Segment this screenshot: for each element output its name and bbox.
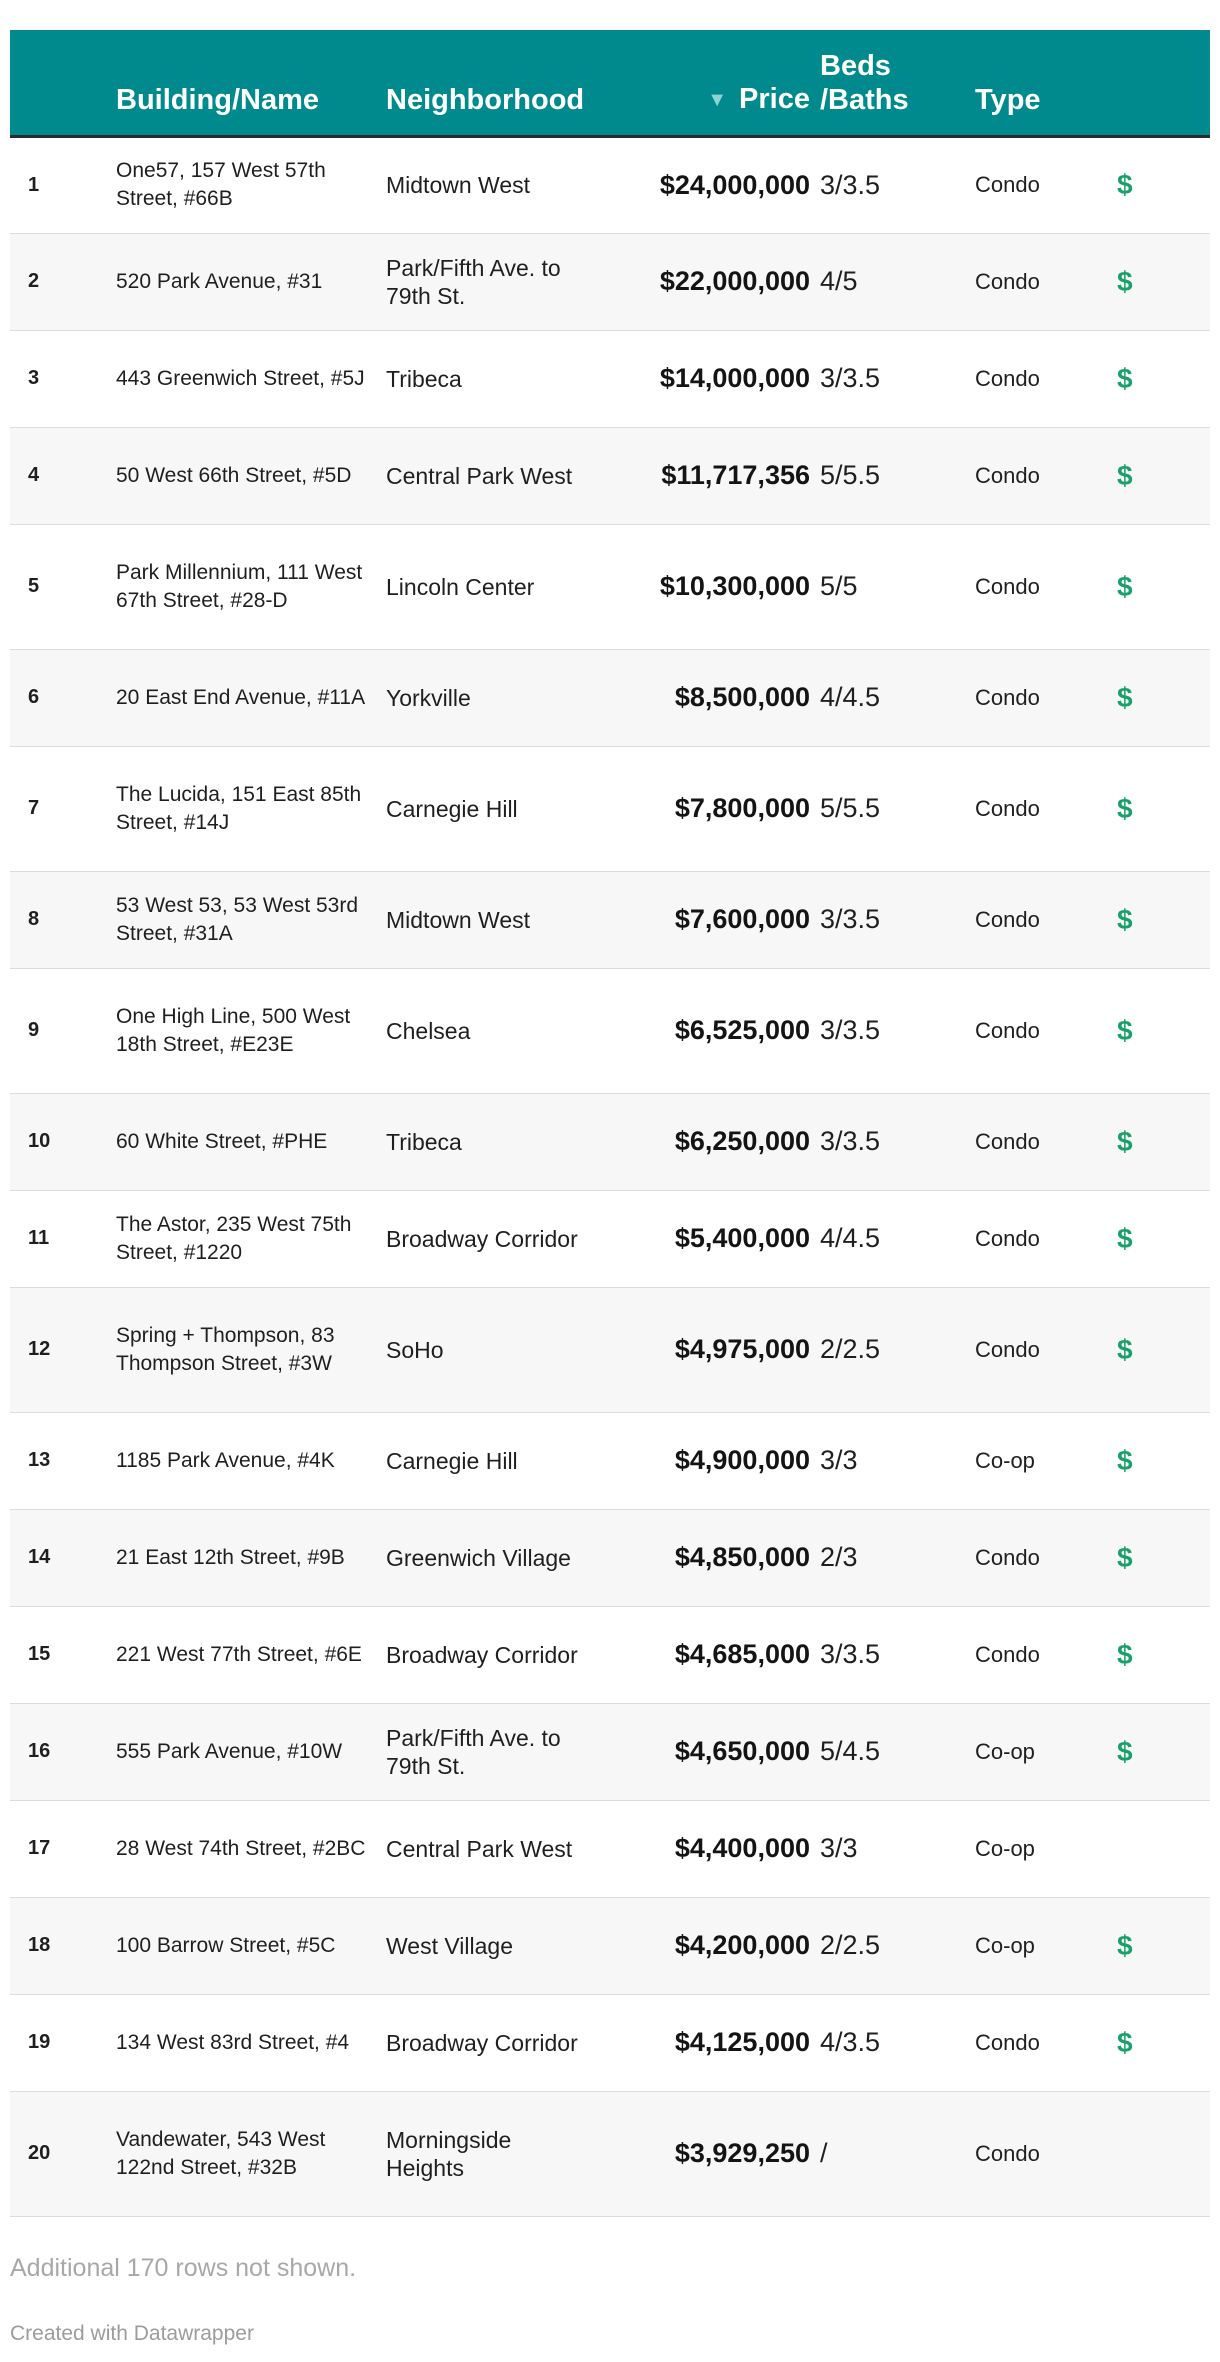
cell-neighborhood: Broadway Corridor [386, 1606, 606, 1703]
cell-type: Condo [975, 871, 1105, 968]
table-row [10, 2091, 1210, 2216]
table-row [10, 1606, 1210, 1703]
cell-rank: 1 [10, 136, 116, 233]
cell-extra: $ [1105, 233, 1210, 330]
cell-building-name: 21 East 12th Street, #9B [116, 1509, 386, 1606]
table-row [10, 136, 1210, 233]
table-row [10, 1093, 1210, 1190]
cell-rank: 8 [10, 871, 116, 968]
cell-building-name: 50 West 66th Street, #5D [116, 427, 386, 524]
cell-beds-baths: 5/4.5 [820, 1703, 975, 1800]
cell-rank: 7 [10, 746, 116, 871]
cell-rank: 20 [10, 2091, 116, 2216]
cell-building-name: The Lucida, 151 East 85th Street, #14J [116, 746, 386, 871]
cell-extra: $ [1105, 1897, 1210, 1994]
cell-neighborhood: Tribeca [386, 1093, 606, 1190]
cell-extra: $ [1105, 1606, 1210, 1703]
cell-building-name: 60 White Street, #PHE [116, 1093, 386, 1190]
table-row [10, 427, 1210, 524]
cell-extra: $ [1105, 524, 1210, 649]
cell-type: Co-op [975, 1897, 1105, 1994]
cell-building-name: 20 East End Avenue, #11A [116, 649, 386, 746]
cell-beds-baths: 3/3.5 [820, 330, 975, 427]
cell-beds-baths: 4/5 [820, 233, 975, 330]
cell-extra: $ [1105, 1703, 1210, 1800]
cell-type: Condo [975, 233, 1105, 330]
cell-rank: 11 [10, 1190, 116, 1287]
cell-beds-baths: 2/3 [820, 1509, 975, 1606]
cell-price: $6,250,000 [606, 1093, 820, 1190]
table-row [10, 1800, 1210, 1897]
table-row [10, 330, 1210, 427]
cell-building-name: The Astor, 235 West 75th Street, #1220 [116, 1190, 386, 1287]
cell-neighborhood: Greenwich Village [386, 1509, 606, 1606]
cell-building-name: 28 West 74th Street, #2BC [116, 1800, 386, 1897]
cell-beds-baths: 5/5.5 [820, 746, 975, 871]
cell-building-name: 134 West 83rd Street, #4 [116, 1994, 386, 2091]
table-row [10, 1994, 1210, 2091]
cell-extra: $ [1105, 330, 1210, 427]
cell-price: $4,125,000 [606, 1994, 820, 2091]
cell-neighborhood: Tribeca [386, 330, 606, 427]
cell-building-name: One High Line, 500 West 18th Street, #E23E [116, 968, 386, 1093]
cell-type: Condo [975, 1190, 1105, 1287]
cell-type: Condo [975, 2091, 1105, 2216]
cell-neighborhood: Carnegie Hill [386, 746, 606, 871]
cell-rank: 16 [10, 1703, 116, 1800]
cell-neighborhood: Carnegie Hill [386, 1412, 606, 1509]
cell-building-name: Spring + Thompson, 83 Thompson Street, #3W [116, 1287, 386, 1412]
cell-type: Co-op [975, 1412, 1105, 1509]
cell-beds-baths: 5/5 [820, 524, 975, 649]
cell-price: $24,000,000 [606, 136, 820, 233]
cell-extra: $ [1105, 1190, 1210, 1287]
cell-rank: 14 [10, 1509, 116, 1606]
cell-extra: $ [1105, 427, 1210, 524]
cell-extra: $ [1105, 968, 1210, 1093]
rows-not-shown-note: Additional 170 rows not shown. [10, 2254, 357, 2282]
cell-rank: 6 [10, 649, 116, 746]
column-header-beds-baths[interactable]: Beds /Baths [820, 30, 975, 136]
table-row [10, 524, 1210, 649]
cell-beds-baths: 2/2.5 [820, 1287, 975, 1412]
cell-price: $4,400,000 [606, 1800, 820, 1897]
cell-price: $4,975,000 [606, 1287, 820, 1412]
column-header-neighborhood[interactable]: Neighborhood [386, 30, 606, 136]
cell-extra [1105, 2091, 1210, 2216]
cell-beds-baths: / [820, 2091, 975, 2216]
cell-rank: 9 [10, 968, 116, 1093]
cell-neighborhood: Lincoln Center [386, 524, 606, 649]
cell-neighborhood: SoHo [386, 1287, 606, 1412]
table-header [10, 30, 1210, 136]
table-row [10, 233, 1210, 330]
cell-neighborhood: Park/Fifth Ave. to 79th St. [386, 233, 606, 330]
cell-neighborhood: Broadway Corridor [386, 1994, 606, 2091]
cell-beds-baths: 3/3 [820, 1412, 975, 1509]
cell-extra: $ [1105, 871, 1210, 968]
cell-beds-baths: 3/3.5 [820, 1093, 975, 1190]
cell-type: Condo [975, 1606, 1105, 1703]
cell-building-name: 53 West 53, 53 West 53rd Street, #31A [116, 871, 386, 968]
cell-building-name: 443 Greenwich Street, #5J [116, 330, 386, 427]
cell-type: Condo [975, 649, 1105, 746]
cell-price: $11,717,356 [606, 427, 820, 524]
table-row [10, 1412, 1210, 1509]
sales-table [10, 30, 1210, 2217]
cell-type: Co-op [975, 1703, 1105, 1800]
table-row [10, 1190, 1210, 1287]
cell-rank: 3 [10, 330, 116, 427]
table-row [10, 1509, 1210, 1606]
table-row [10, 871, 1210, 968]
cell-extra: $ [1105, 1412, 1210, 1509]
cell-neighborhood: Yorkville [386, 649, 606, 746]
cell-type: Condo [975, 1509, 1105, 1606]
cell-rank: 13 [10, 1412, 116, 1509]
cell-extra: $ [1105, 746, 1210, 871]
cell-price: $4,650,000 [606, 1703, 820, 1800]
column-header-building-name[interactable]: Building/Name [116, 30, 386, 136]
cell-price: $3,929,250 [606, 2091, 820, 2216]
table-row [10, 968, 1210, 1093]
cell-type: Condo [975, 427, 1105, 524]
data-table-container [10, 30, 1210, 2217]
column-header-rank[interactable] [10, 30, 116, 136]
cell-rank: 18 [10, 1897, 116, 1994]
cell-building-name: 221 West 77th Street, #6E [116, 1606, 386, 1703]
cell-beds-baths: 5/5.5 [820, 427, 975, 524]
cell-neighborhood: Park/Fifth Ave. to 79th St. [386, 1703, 606, 1800]
cell-beds-baths: 4/4.5 [820, 1190, 975, 1287]
cell-building-name: 555 Park Avenue, #10W [116, 1703, 386, 1800]
cell-type: Condo [975, 746, 1105, 871]
cell-beds-baths: 4/4.5 [820, 649, 975, 746]
cell-extra: $ [1105, 649, 1210, 746]
cell-type: Condo [975, 330, 1105, 427]
cell-price: $7,800,000 [606, 746, 820, 871]
cell-rank: 5 [10, 524, 116, 649]
cell-rank: 2 [10, 233, 116, 330]
sort-descending-icon: ▼ [707, 88, 728, 111]
cell-building-name: One57, 157 West 57th Street, #66B [116, 136, 386, 233]
cell-building-name: Park Millennium, 111 West 67th Street, #28-D [116, 524, 386, 649]
header-row [10, 30, 1210, 136]
cell-extra: $ [1105, 1509, 1210, 1606]
cell-type: Condo [975, 136, 1105, 233]
cell-price: $4,685,000 [606, 1606, 820, 1703]
table-row [10, 1897, 1210, 1994]
cell-beds-baths: 4/3.5 [820, 1994, 975, 2091]
datawrapper-credit[interactable]: Created with Datawrapper [10, 2322, 254, 2345]
cell-beds-baths: 3/3.5 [820, 968, 975, 1093]
table-row [10, 1287, 1210, 1412]
table-body [10, 136, 1210, 2216]
cell-neighborhood: West Village [386, 1897, 606, 1994]
cell-price: $6,525,000 [606, 968, 820, 1093]
cell-type: Condo [975, 968, 1105, 1093]
cell-building-name: 520 Park Avenue, #31 [116, 233, 386, 330]
cell-price: $14,000,000 [606, 330, 820, 427]
cell-extra: $ [1105, 1093, 1210, 1190]
cell-beds-baths: 3/3.5 [820, 871, 975, 968]
cell-beds-baths: 3/3.5 [820, 136, 975, 233]
cell-neighborhood: Midtown West [386, 871, 606, 968]
cell-beds-baths: 3/3.5 [820, 1606, 975, 1703]
cell-neighborhood: Broadway Corridor [386, 1190, 606, 1287]
cell-neighborhood: Central Park West [386, 427, 606, 524]
cell-type: Condo [975, 1287, 1105, 1412]
cell-price: $4,900,000 [606, 1412, 820, 1509]
cell-price: $10,300,000 [606, 524, 820, 649]
cell-price: $4,850,000 [606, 1509, 820, 1606]
cell-extra: $ [1105, 1287, 1210, 1412]
cell-type: Condo [975, 1994, 1105, 2091]
cell-price: $7,600,000 [606, 871, 820, 968]
cell-type: Condo [975, 1093, 1105, 1190]
cell-type: Condo [975, 524, 1105, 649]
cell-building-name: 100 Barrow Street, #5C [116, 1897, 386, 1994]
cell-rank: 17 [10, 1800, 116, 1897]
cell-beds-baths: 3/3 [820, 1800, 975, 1897]
table-row [10, 1703, 1210, 1800]
cell-neighborhood: Midtown West [386, 136, 606, 233]
cell-price: $8,500,000 [606, 649, 820, 746]
cell-rank: 19 [10, 1994, 116, 2091]
table-row [10, 746, 1210, 871]
column-header-type[interactable]: Type [975, 30, 1105, 136]
cell-rank: 10 [10, 1093, 116, 1190]
column-header-extra [1105, 30, 1210, 136]
cell-beds-baths: 2/2.5 [820, 1897, 975, 1994]
cell-rank: 12 [10, 1287, 116, 1412]
cell-price: $22,000,000 [606, 233, 820, 330]
cell-neighborhood: Chelsea [386, 968, 606, 1093]
cell-extra [1105, 1800, 1210, 1897]
cell-building-name: 1185 Park Avenue, #4K [116, 1412, 386, 1509]
cell-neighborhood: Central Park West [386, 1800, 606, 1897]
cell-extra: $ [1105, 136, 1210, 233]
column-header-price[interactable] [606, 30, 820, 136]
cell-rank: 15 [10, 1606, 116, 1703]
table-row [10, 649, 1210, 746]
column-header-price-label: Price [739, 82, 810, 115]
cell-rank: 4 [10, 427, 116, 524]
cell-price: $5,400,000 [606, 1190, 820, 1287]
cell-extra: $ [1105, 1994, 1210, 2091]
cell-price: $4,200,000 [606, 1897, 820, 1994]
cell-building-name: Vandewater, 543 West 122nd Street, #32B [116, 2091, 386, 2216]
cell-neighborhood: Morningside Heights [386, 2091, 606, 2216]
cell-type: Co-op [975, 1800, 1105, 1897]
